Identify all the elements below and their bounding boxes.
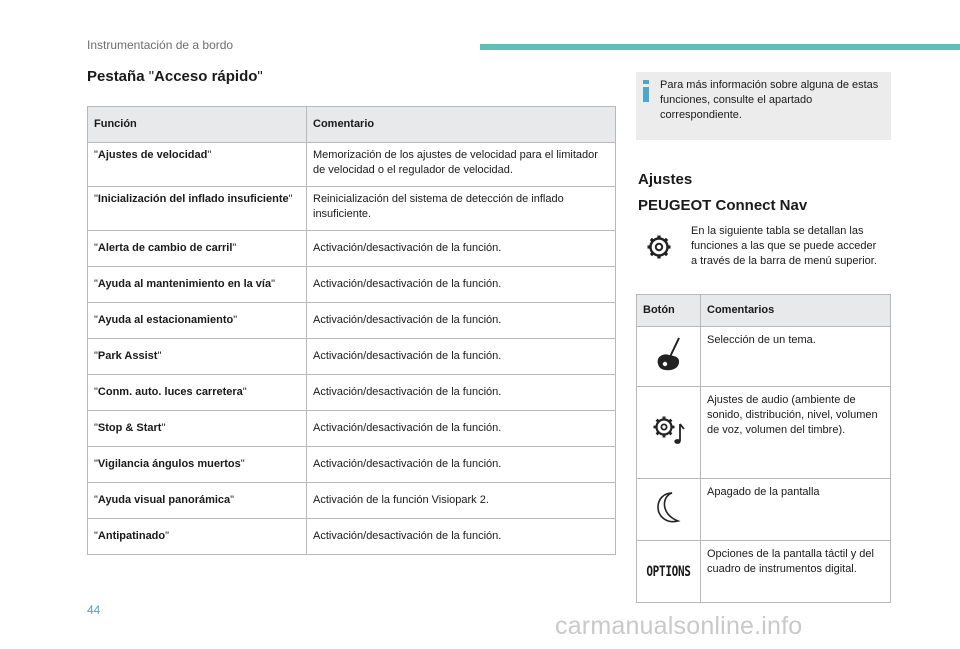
page-number: 44 xyxy=(87,603,101,617)
comment-cell: Apagado de la pantalla xyxy=(701,479,891,541)
comment-cell: Memorización de los ajustes de velocidad para el limitador de velocidad o el regulador de velocidad. xyxy=(307,143,616,187)
options-label: OPTIONS xyxy=(646,562,691,580)
function-cell: "Ayuda al estacionamiento" xyxy=(88,303,307,339)
table-header-row xyxy=(88,107,616,143)
info-note-box xyxy=(636,72,891,140)
column-header-function: Función xyxy=(88,107,307,143)
function-cell: "Ayuda al mantenimiento en la vía" xyxy=(88,267,307,303)
table-row xyxy=(637,387,891,479)
settings-buttons-table xyxy=(636,294,891,603)
function-cell: "Vigilancia ángulos muertos" xyxy=(88,447,307,483)
comment-cell: Activación/desactivación de la función. xyxy=(307,303,616,339)
settings-intro-text: En la siguiente tabla se detallan las funciones a las que se puede acceder a través de la barra de menú superior. xyxy=(691,225,877,267)
column-header-comment: Comentario xyxy=(307,107,616,143)
table-row xyxy=(88,303,616,339)
table-row xyxy=(88,483,616,519)
section-header: Instrumentación de a bordo xyxy=(87,38,234,52)
info-note-text: Para más información sobre alguna de estas funciones, consulte el apartado correspondiente. xyxy=(660,79,879,121)
table-row xyxy=(637,479,891,541)
comment-cell: Ajustes de audio (ambiente de sonido, distribución, nivel, volumen de voz, volumen del timbre). xyxy=(701,387,891,479)
function-cell: "Park Assist" xyxy=(88,339,307,375)
watermark: carmanualsonline.info xyxy=(555,612,803,640)
tab-title: Pestaña "Acceso rápido" xyxy=(87,68,263,85)
header-accent-bar xyxy=(480,44,960,50)
table-row xyxy=(88,267,616,303)
comment-cell: Reinicialización del sistema de detección de inflado insuficiente. xyxy=(307,187,616,231)
comment-cell: Activación/desactivación de la función. xyxy=(307,375,616,411)
column-header-comments: Comentarios xyxy=(701,295,891,327)
table-row xyxy=(88,339,616,375)
comment-cell: Activación de la función Visiopark 2. xyxy=(307,483,616,519)
comment-cell: Activación/desactivación de la función. xyxy=(307,447,616,483)
comment-cell: Opciones de la pantalla táctil y del cuadro de instrumentos digital. xyxy=(701,541,891,603)
table-row xyxy=(88,447,616,483)
function-cell: "Ayuda visual panorámica" xyxy=(88,483,307,519)
gear-icon xyxy=(646,234,672,260)
function-cell: "Inicialización del inflado insuficiente" xyxy=(88,187,307,231)
table-row xyxy=(88,231,616,267)
table-row xyxy=(88,187,616,231)
comment-cell: Activación/desactivación de la función. xyxy=(307,339,616,375)
function-cell: "Ajustes de velocidad" xyxy=(88,143,307,187)
comment-cell: Activación/desactivación de la función. xyxy=(307,519,616,555)
table-row xyxy=(88,143,616,187)
options-icon xyxy=(637,541,701,603)
function-cell: "Conm. auto. luces carretera" xyxy=(88,375,307,411)
table-row xyxy=(637,541,891,603)
column-header-button: Botón xyxy=(637,295,701,327)
comment-cell: Activación/desactivación de la función. xyxy=(307,267,616,303)
table-row xyxy=(88,375,616,411)
palette-brush-icon xyxy=(654,334,684,374)
function-cell: "Alerta de cambio de carril" xyxy=(88,231,307,267)
settings-heading: Ajustes xyxy=(638,171,693,188)
comment-cell: Activación/desactivación de la función. xyxy=(307,411,616,447)
info-icon xyxy=(643,80,649,102)
function-cell: "Stop & Start" xyxy=(88,411,307,447)
moon-icon xyxy=(654,487,684,527)
table-header-row xyxy=(637,295,891,327)
gear-music-icon xyxy=(651,413,687,447)
table-row xyxy=(88,519,616,555)
comment-cell: Activación/desactivación de la función. xyxy=(307,231,616,267)
function-cell: "Antipatinado" xyxy=(88,519,307,555)
comment-cell: Selección de un tema. xyxy=(701,327,891,387)
table-row xyxy=(88,411,616,447)
quick-access-table xyxy=(87,106,616,555)
connect-nav-heading: PEUGEOT Connect Nav xyxy=(638,197,808,214)
table-row xyxy=(637,327,891,387)
